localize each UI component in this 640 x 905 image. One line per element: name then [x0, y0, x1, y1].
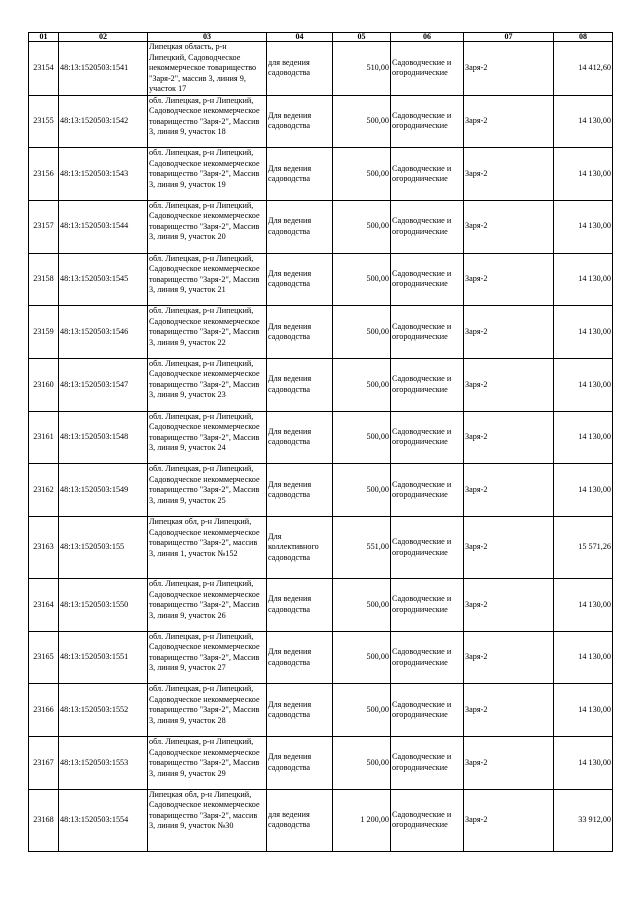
address-cell — [148, 200, 267, 253]
table-row — [29, 684, 613, 737]
land-category: Садоводческие и огороднические — [391, 42, 464, 96]
table-row — [29, 737, 613, 790]
land-category: Садоводческие и огороднические — [391, 631, 464, 684]
table-row — [29, 200, 613, 253]
address-text: Липецкая обл, р-н Липецкий, Садоводческое некоммерческое товарищество "Заря-2", массив 3, линия 9, участок №30 — [149, 789, 260, 831]
cadastral-number: 48:13:1520503:1546 — [59, 306, 148, 359]
land-category: Садоводческие и огороднические — [391, 579, 464, 632]
area-value: 500,00 — [333, 411, 391, 464]
location-name: Заря-2 — [464, 411, 554, 464]
permitted-use: Для ведения садоводства — [267, 306, 333, 359]
area-value: 551,00 — [333, 517, 391, 579]
address-text: обл. Липецкая, р-н Липецкий, Садоводческое некоммерческое товарищество "Заря-2", Массив 3, линия 9, участок 28 — [149, 684, 260, 725]
address-cell — [148, 737, 267, 790]
land-category: Садоводческие и огороднические — [391, 306, 464, 359]
permitted-use: Для ведения садоводства — [267, 148, 333, 201]
address-cell — [148, 148, 267, 201]
permitted-use: Для ведения садоводства — [267, 358, 333, 411]
address-text: обл. Липецкая, р-н Липецкий, Садоводческое некоммерческое товарищество "Заря-2", Массив 3, линия 9, участок 25 — [149, 464, 260, 505]
address-cell — [148, 631, 267, 684]
cadastral-cost: 15 571,26 — [554, 517, 613, 579]
row-number: 23164 — [29, 579, 59, 632]
cadastral-cost: 14 130,00 — [554, 306, 613, 359]
address-cell — [148, 42, 267, 96]
area-value: 500,00 — [333, 95, 391, 148]
cadastral-number: 48:13:1520503:1545 — [59, 253, 148, 306]
area-value: 500,00 — [333, 464, 391, 517]
location-name: Заря-2 — [464, 684, 554, 737]
location-name: Заря-2 — [464, 517, 554, 579]
table-row — [29, 789, 613, 851]
land-category: Садоводческие и огороднические — [391, 789, 464, 851]
cadastral-number: 48:13:1520503:1550 — [59, 579, 148, 632]
location-name: Заря-2 — [464, 95, 554, 148]
row-number: 23166 — [29, 684, 59, 737]
address-text: обл. Липецкая, р-н Липецкий, Садоводческое некоммерческое товарищество "Заря-2", Массив 3, линия 9, участок 27 — [149, 631, 260, 673]
land-plots-table — [28, 32, 613, 852]
location-name: Заря-2 — [464, 200, 554, 253]
address-text: обл. Липецкая, р-н Липецкий, Садоводческое некоммерческое товарищество "Заря-2", Массив 3, линия 9, участок 20 — [149, 200, 260, 242]
address-cell — [148, 684, 267, 737]
permitted-use: Для ведения садоводства — [267, 464, 333, 517]
location-name: Заря-2 — [464, 579, 554, 632]
permitted-use: Для ведения садоводства — [267, 253, 333, 306]
permitted-use: Для ведения садоводства — [267, 411, 333, 464]
permitted-use: Для ведения садоводства — [267, 737, 333, 790]
permitted-use: Для ведения садоводства — [267, 684, 333, 737]
cadastral-cost: 14 130,00 — [554, 579, 613, 632]
address-text: обл. Липецкая, р-н Липецкий, Садоводческое некоммерческое товарищество "Заря-2", Массив 3, линия 9, участок 24 — [149, 411, 260, 453]
address-text: обл. Липецкая, р-н Липецкий, Садоводческое некоммерческое товарищество "Заря-2", Массив 3, линия 9, участок 21 — [149, 253, 260, 295]
cadastral-number: 48:13:1520503:1554 — [59, 789, 148, 851]
row-number: 23154 — [29, 42, 59, 96]
cadastral-cost: 14 130,00 — [554, 148, 613, 201]
cadastral-number: 48:13:1520503:1541 — [59, 42, 148, 96]
column-header: 08 — [554, 33, 613, 42]
table-row — [29, 148, 613, 201]
row-number: 23159 — [29, 306, 59, 359]
area-value: 500,00 — [333, 200, 391, 253]
cadastral-cost: 14 130,00 — [554, 737, 613, 790]
cadastral-number: 48:13:1520503:1548 — [59, 411, 148, 464]
location-name: Заря-2 — [464, 358, 554, 411]
area-value: 500,00 — [333, 306, 391, 359]
table-row — [29, 517, 613, 579]
address-text: обл. Липецкая, р-н Липецкий, Садоводческое некоммерческое товарищество "Заря-2", Массив 3, линия 9, участок 18 — [149, 95, 260, 136]
land-category: Садоводческие и огороднические — [391, 517, 464, 579]
location-name: Заря-2 — [464, 148, 554, 201]
row-number: 23167 — [29, 737, 59, 790]
cadastral-cost: 33 912,00 — [554, 789, 613, 851]
land-category: Садоводческие и огороднические — [391, 148, 464, 201]
land-category: Садоводческие и огороднические — [391, 253, 464, 306]
permitted-use: Для ведения садоводства — [267, 579, 333, 632]
row-number: 23168 — [29, 789, 59, 851]
table-row — [29, 306, 613, 359]
address-cell — [148, 579, 267, 632]
row-number: 23157 — [29, 200, 59, 253]
column-header: 02 — [59, 33, 148, 42]
permitted-use: Для ведения садоводства — [267, 631, 333, 684]
address-cell — [148, 95, 267, 148]
permitted-use: для ведения садоводства — [267, 789, 333, 851]
permitted-use: Для ведения садоводства — [267, 95, 333, 148]
land-category: Садоводческие и огороднические — [391, 684, 464, 737]
permitted-use: Для коллективного садоводства — [267, 517, 333, 579]
address-cell — [148, 517, 267, 579]
area-value: 500,00 — [333, 737, 391, 790]
table-row — [29, 42, 613, 96]
address-text: обл. Липецкая, р-н Липецкий, Садоводческое некоммерческое товарищество "Заря-2", Массив 3, линия 9, участок 23 — [149, 358, 260, 400]
table-row — [29, 411, 613, 464]
row-number: 23162 — [29, 464, 59, 517]
land-category: Садоводческие и огороднические — [391, 411, 464, 464]
address-cell — [148, 411, 267, 464]
location-name: Заря-2 — [464, 306, 554, 359]
table-row — [29, 464, 613, 517]
area-value: 500,00 — [333, 253, 391, 306]
table-row — [29, 95, 613, 148]
cadastral-cost: 14 130,00 — [554, 253, 613, 306]
address-text: Липецкая область, р-н Липецкий, Садоводческое некоммерческое товарищество "Заря-2", массив 3, линия 9, участок 17 — [149, 42, 257, 93]
cadastral-number: 48:13:1520503:1551 — [59, 631, 148, 684]
row-number: 23163 — [29, 517, 59, 579]
address-text: обл. Липецкая, р-н Липецкий, Садоводческое некоммерческое товарищество "Заря-2", Массив 3, линия 9, участок 26 — [149, 579, 260, 620]
land-category: Садоводческие и огороднические — [391, 200, 464, 253]
column-header: 05 — [333, 33, 391, 42]
table-row — [29, 253, 613, 306]
cadastral-number: 48:13:1520503:1543 — [59, 148, 148, 201]
row-number: 23158 — [29, 253, 59, 306]
cadastral-cost: 14 130,00 — [554, 411, 613, 464]
row-number: 23160 — [29, 358, 59, 411]
column-header: 06 — [391, 33, 464, 42]
cadastral-number: 48:13:1520503:1547 — [59, 358, 148, 411]
table-row — [29, 631, 613, 684]
column-header: 01 — [29, 33, 59, 42]
cadastral-cost: 14 130,00 — [554, 684, 613, 737]
row-number: 23156 — [29, 148, 59, 201]
cadastral-cost: 14 130,00 — [554, 95, 613, 148]
table-row — [29, 358, 613, 411]
area-value: 500,00 — [333, 358, 391, 411]
area-value: 500,00 — [333, 631, 391, 684]
address-text: Липецкая обл, р-н Липецкий, Садоводческое некоммерческое товарищество "Заря-2", массив 3, линия 1, участок №152 — [149, 517, 260, 558]
address-cell — [148, 464, 267, 517]
address-cell — [148, 358, 267, 411]
cadastral-number: 48:13:1520503:1549 — [59, 464, 148, 517]
land-category: Садоводческие и огороднические — [391, 464, 464, 517]
land-category: Садоводческие и огороднические — [391, 737, 464, 790]
address-text: обл. Липецкая, р-н Липецкий, Садоводческое некоммерческое товарищество "Заря-2", Массив 3, линия 9, участок 29 — [149, 737, 260, 778]
row-number: 23161 — [29, 411, 59, 464]
document-page — [28, 32, 612, 852]
address-cell — [148, 306, 267, 359]
location-name: Заря-2 — [464, 789, 554, 851]
location-name: Заря-2 — [464, 253, 554, 306]
row-number: 23155 — [29, 95, 59, 148]
area-value: 500,00 — [333, 148, 391, 201]
permitted-use: Для ведения садоводства — [267, 200, 333, 253]
table-header-row — [29, 33, 613, 42]
cadastral-number: 48:13:1520503:1552 — [59, 684, 148, 737]
cadastral-number: 48:13:1520503:1542 — [59, 95, 148, 148]
location-name: Заря-2 — [464, 464, 554, 517]
cadastral-number: 48:13:1520503:155 — [59, 517, 148, 579]
cadastral-number: 48:13:1520503:1553 — [59, 737, 148, 790]
area-value: 500,00 — [333, 579, 391, 632]
cadastral-cost: 14 412,60 — [554, 42, 613, 96]
area-value: 510,00 — [333, 42, 391, 96]
land-category: Садоводческие и огороднические — [391, 95, 464, 148]
address-cell — [148, 789, 267, 851]
cadastral-cost: 14 130,00 — [554, 200, 613, 253]
cadastral-number: 48:13:1520503:1544 — [59, 200, 148, 253]
address-cell — [148, 253, 267, 306]
cadastral-cost: 14 130,00 — [554, 631, 613, 684]
area-value: 500,00 — [333, 684, 391, 737]
location-name: Заря-2 — [464, 42, 554, 96]
location-name: Заря-2 — [464, 631, 554, 684]
address-text: обл. Липецкая, р-н Липецкий, Садоводческое некоммерческое товарищество "Заря-2", Массив 3, линия 9, участок 22 — [149, 306, 260, 347]
column-header: 07 — [464, 33, 554, 42]
permitted-use: для ведения садоводства — [267, 42, 333, 96]
column-header: 03 — [148, 33, 267, 42]
land-category: Садоводческие и огороднические — [391, 358, 464, 411]
row-number: 23165 — [29, 631, 59, 684]
cadastral-cost: 14 130,00 — [554, 464, 613, 517]
column-header: 04 — [267, 33, 333, 42]
table-row — [29, 579, 613, 632]
cadastral-cost: 14 130,00 — [554, 358, 613, 411]
address-text: обл. Липецкая, р-н Липецкий, Садоводческое некоммерческое товарищество "Заря-2", Массив 3, линия 9, участок 19 — [149, 148, 260, 189]
location-name: Заря-2 — [464, 737, 554, 790]
area-value: 1 200,00 — [333, 789, 391, 851]
